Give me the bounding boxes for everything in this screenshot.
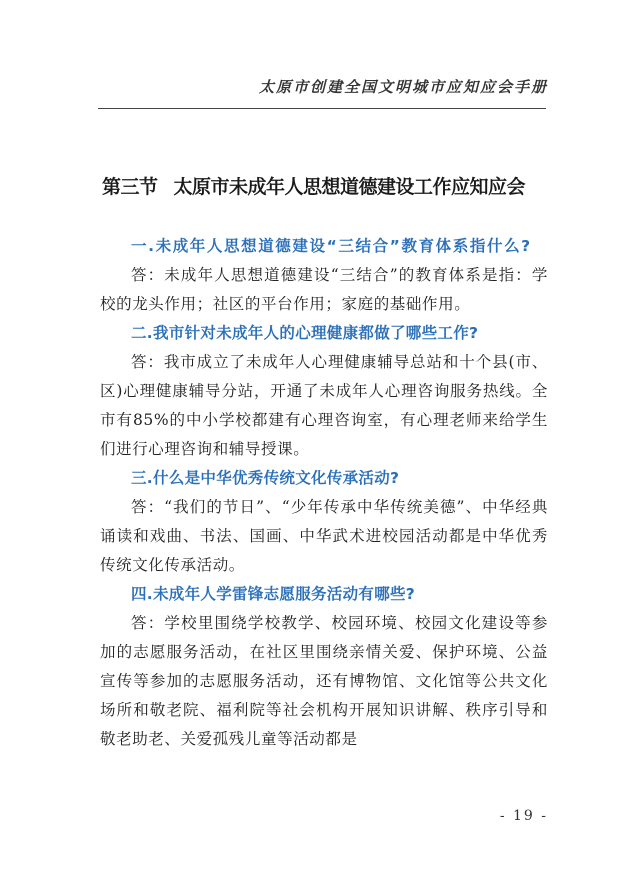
page-number: - 19 -	[499, 808, 548, 824]
header-divider	[98, 108, 546, 109]
answer-4: 答：学校里围绕学校教学、校园环境、校园文化建设等参加的志愿服务活动，在社区里围绕亲情关爱、保护环境、公益宣传等参加的志愿服务活动，还有博物馆、文化馆等公共文化场所和敬老院、福利院等社会机构开展知识讲解、秩序引导和敬老助老、关爱孤残儿童等活动都是	[100, 614, 548, 748]
section-number: 第三节	[102, 176, 158, 198]
question-2: 二.我市针对未成年人的心理健康都做了哪些工作?	[131, 324, 479, 342]
answer-2: 答：我市成立了未成年人心理健康辅导总站和十个县(市、区)心理健康辅导分站，开通了未成年人心理咨询服务热线。全市有85%的中小学校都建有心理咨询室，有心理老师来给学生们进行心理咨询和辅导授课。	[100, 353, 548, 458]
section-title	[102, 172, 552, 199]
section-heading: 太原市未成年人思想道德建设工作应知应会	[173, 176, 526, 198]
question-4: 四.未成年人学雷锋志愿服务活动有哪些?	[131, 585, 416, 603]
running-header: 太原市创建全国文明城市应知应会手册	[258, 78, 548, 96]
question-3: 三.什么是中华优秀传统文化传承活动?	[131, 469, 400, 487]
answer-3: 答：“我们的节日”、“少年传承中华传统美德”、中华经典诵读和戏曲、书法、国画、中华武术进校园活动都是中华优秀传统文化传承活动。	[100, 498, 548, 574]
question-1: 一.未成年人思想道德建设“三结合”教育体系指什么?	[131, 237, 532, 255]
answer-1: 答：未成年人思想道德建设“三结合”的教育体系是指：学校的龙头作用；社区的平台作用；家庭的基础作用。	[100, 266, 548, 313]
qa-content	[100, 232, 548, 754]
